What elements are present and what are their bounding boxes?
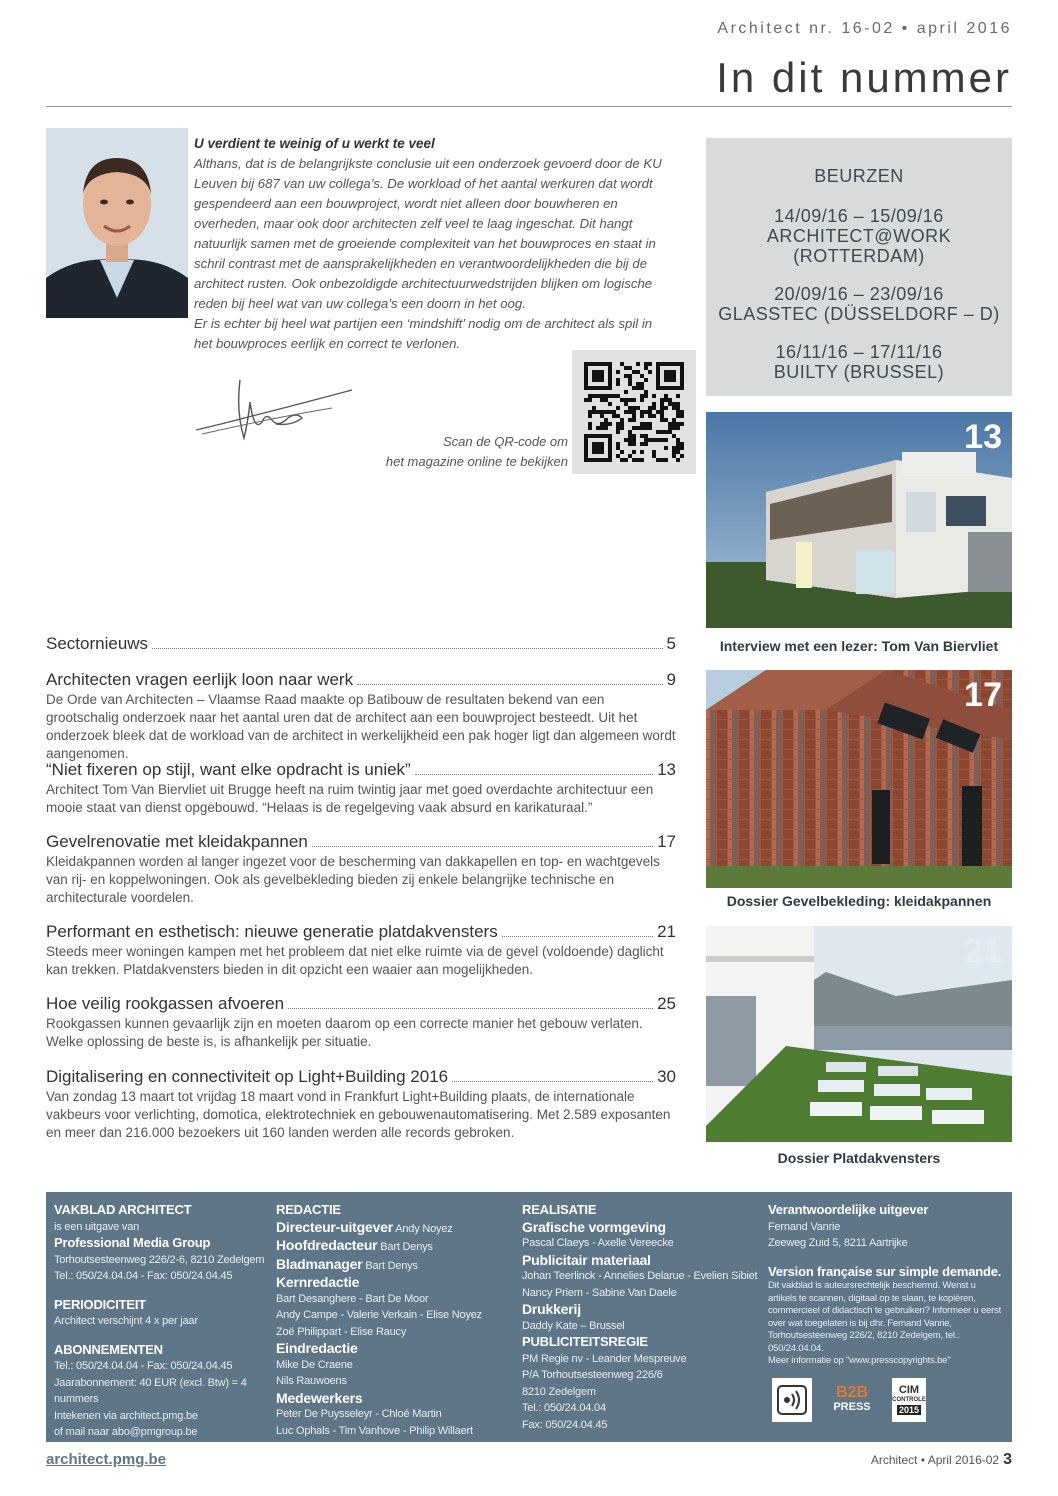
- toc-entry[interactable]: [46, 634, 676, 654]
- toc-title: Gevelrenovatie met kleidakpannen: [46, 832, 308, 851]
- header-divider: [46, 106, 1012, 107]
- photo-page-number: 17: [964, 676, 1002, 714]
- toc-leader: [312, 846, 653, 847]
- toc-leader: [452, 1081, 653, 1082]
- toc-page: 5: [666, 634, 676, 653]
- toc-leader: [502, 936, 653, 937]
- toc-page: 9: [666, 670, 676, 689]
- photo-house-modern: [706, 412, 1012, 628]
- toc-page: 21: [657, 922, 676, 941]
- logos: [772, 1378, 926, 1422]
- toc-description: Architect Tom Van Biervliet uit Brugge heeft na ruim twintig jaar met goed overdachte architectuur een mooie staat van dienst opgebouwd. “Helaas is de regelgeving vaak absurd en karikaturaal.”: [46, 782, 654, 815]
- toc-entry[interactable]: [46, 832, 676, 907]
- photo-page-number: 21: [964, 932, 1002, 970]
- toc-page: 30: [657, 1067, 676, 1086]
- photo-caption: Dossier Gevelbekleding: kleidakpannen: [726, 893, 992, 909]
- fair-item: [706, 284, 1012, 324]
- toc-description: Kleidakpannen worden al langer ingezet voor de bescherming van dakkapellen en top- en wachtgevels van rij- en koppelwoningen. Ook als gevelbekleding bieden zij enkele belangrijke technische en architecturale voordelen.: [46, 854, 660, 905]
- fairs-box: [706, 138, 1012, 396]
- colophon-editorial: REDACTIE Directeur-uitgever Andy Noyez Hoofdredacteur Bart Denys Bladmanager Bart Denys Kernredactie Bart Desanghere - Bart De Moor Andy Campe - Valerie Verkain - Elise Noyez Zoë Philippart - Elise Raucy Eindredactie Mike De Craene Nils Rauwoens Medewerkers Peter De Puysseleyr - Chloé Martin Luc Ophals - Tim Vanhove - Philip Willaert: [276, 1202, 482, 1437]
- fair-dates: 16/11/16 – 17/11/16: [775, 342, 943, 362]
- toc-description: De Orde van Architecten – Vlaamse Raad maakte op Batibouw de resultaten bekend van een grootschalig onderzoek naar het aantal uren dat de architect aan een bouwproject besteedt. Uit het onderzoek bleek dat de workload van de architect in werkelijkheid een pak hoger ligt dan algemeen wordt aangenomen.: [46, 692, 676, 761]
- qr-code[interactable]: [572, 350, 696, 474]
- folio: Architect • April 2016-02 3: [870, 1451, 1012, 1468]
- fair-item: [706, 342, 1012, 382]
- toc-entry[interactable]: [46, 1067, 676, 1142]
- photo-brick-facade: [706, 670, 1012, 888]
- photo-roof-windows: [706, 926, 1012, 1142]
- issue-line: Architect nr. 16-02 • april 2016: [717, 20, 1012, 37]
- press-audio-logo: [772, 1378, 812, 1422]
- colophon-production: REALISATIE Grafische vormgeving Pascal Claeys - Axelle Vereecke Publicitair materiaal Johan Teerlinck - Annelies Delarue - Evelien Sibiet Nancy Priem - Sabine Van Daele Drukkerij Daddy Kate – Brussel PUBLICITEITSREGIE PM Regie nv - Leander Mespreuve P/A Torhoutsesteenweg 226/6 8210 Zedelgem Tel.: 050/24.04.04 Fax: 050/24.04.45: [522, 1202, 758, 1431]
- toc-title: Sectornieuws: [46, 634, 149, 653]
- colophon-legal: Verantwoordelijke uitgever Fernand Vanrie Zeeweg Zuid 5, 8211 Aartrijke Version française sur simple demande. Dit vakblad is auteursrechtelijk beschermd. Wenst u artikels te scannen, digitaal op te slaan, te kopiëren, commercieel of didactisch te gebruiken? Informeer u eerst over wat toegelaten is bij dhr. Fernand Vanrie, Torhoutsesteenweg 226/2, 8210 Zedelgem, tel.: 050/24.04.04. Meer informatie op "www.presscopyrights.be": [768, 1202, 1004, 1368]
- toc-title: Performant en esthetisch: nieuwe generatie platdakvensters: [46, 922, 498, 941]
- subscribe-link[interactable]: Intekenen via architect.pmg.be: [54, 1409, 198, 1422]
- fair-dates: 14/09/16 – 15/09/16: [774, 206, 944, 226]
- fair-name: ARCHITECT@WORK (ROTTERDAM): [766, 226, 952, 266]
- photo-page-number: 13: [964, 418, 1002, 456]
- website-link[interactable]: architect.pmg.be: [46, 1451, 167, 1468]
- photo-caption: Dossier Platdakvensters: [777, 1150, 941, 1166]
- toc-entry[interactable]: [46, 922, 676, 979]
- toc-page: 25: [657, 994, 676, 1013]
- editor-portrait: [46, 128, 188, 318]
- toc-title: Hoe veilig rookgassen afvoeren: [46, 994, 285, 1013]
- fair-name: BUILTY (BRUSSEL): [773, 362, 945, 382]
- toc-description: Van zondag 13 maart tot vrijdag 18 maart vond in Frankfurt Light+Building plaats, de internationale vakbeurs voor verlichting, domotica, elektrotechniek en gebouwenautomatisering. Met 2.589 exposanten en meer dan 216.000 bezoekers uit 160 landen werden alle records gebroken.: [46, 1089, 671, 1140]
- b2b-press-logo: B2B PRESS: [833, 1384, 871, 1413]
- page-number: 3: [1003, 1451, 1012, 1468]
- toc-entry[interactable]: [46, 760, 676, 817]
- toc-leader: [152, 648, 662, 649]
- toc-page: 17: [657, 832, 676, 851]
- page-title: In dit nummer: [716, 54, 1012, 101]
- toc-description: Rookgassen kunnen gevaarlijk zijn en moeten daarom op een correcte manier het gebouw verlaten. Welke oplossing de beste is, is afhankelijk per situatie.: [46, 1016, 643, 1049]
- editorial: [194, 134, 674, 354]
- toc-leader: [357, 684, 662, 685]
- toc-entry[interactable]: [46, 670, 676, 763]
- toc-page: 13: [657, 760, 676, 779]
- colophon-publisher: VAKBLAD ARCHITECT is een uitgave van Professional Media Group Torhoutsesteenweg 226/2-6, 8210 Zedelgem Tel.: 050/24.04.04 - Fax: 050/24.04.45 PERIODICITEIT Architect verschijnt 4 x per jaar ABONNEMENTEN Tel.: 050/24.04.04 - Fax: 050/24.04.45 Jaarabonnement: 40 EUR (excl. Btw) = 4 nummers Intekenen via architect.pmg.be of mail naar abo@pmgroup.be: [54, 1202, 274, 1441]
- editorial-heading: U verdient te weinig of u werkt te veel: [194, 136, 435, 151]
- editorial-paragraph: Althans, dat is de belangrijkste conclusie uit een onderzoek gevoerd door de KU Leuven bij 687 van uw collega’s. De workload of het aantal werkuren dat wordt gespendeerd aan een bouwproject, wordt niet alleen door bouwheren en overheden, maar ook door architecten zelf veel te laag ingeschat. Dit hangt natuurlijk samen met de groeiende complexiteit van het bouwproces en staat in schril contrast met de aansprakelijkheden en verantwoordelijkheden die bij de architect rusten. Ook onbezoldigde architectuurwedstrijden blijken om logische reden bij heel wat van uw collega’s een doorn in het oog.: [194, 156, 662, 311]
- cim-logo: CIM CONTROLE 2015: [892, 1378, 926, 1422]
- toc-title: Digitalisering en connectiviteit op Light+Building 2016: [46, 1067, 449, 1086]
- fair-dates: 20/09/16 – 23/09/16: [774, 284, 944, 304]
- toc-description: Steeds meer woningen kampen met het probleem dat niet elke ruimte via de gevel (voldoende) daglicht kan trekken. Platdakvensters bieden in dit opzicht een waaier aan mogelijkheden.: [46, 944, 664, 977]
- photo-caption: Interview met een lezer: Tom Van Biervliet: [719, 638, 999, 654]
- editorial-paragraph: Er is echter bij heel wat partijen een ‘mindshift’ nodig om de architect als spil in het bouwproces eerlijk en correct te verlonen.: [194, 316, 653, 351]
- fair-name: GLASSTEC (DÜSSELDORF – D): [718, 304, 1000, 324]
- toc-leader: [415, 774, 653, 775]
- colophon: [46, 1192, 1012, 1442]
- toc-leader: [288, 1008, 653, 1009]
- subscribe-mail[interactable]: of mail naar abo@pmgroup.be: [54, 1426, 198, 1438]
- presscopyrights-link[interactable]: Meer informatie op "www.presscopyrights.be": [768, 1355, 951, 1366]
- toc-entry[interactable]: [46, 994, 676, 1051]
- fair-item: [706, 206, 1012, 266]
- qr-caption: Scan de QR-code om het magazine online te bekijken: [385, 434, 568, 469]
- toc-title: Architecten vragen eerlijk loon naar werk: [46, 670, 354, 689]
- toc-title: “Niet fixeren op stijl, want elke opdracht is uniek”: [46, 760, 411, 779]
- fairs-title: BEURZEN: [814, 166, 904, 186]
